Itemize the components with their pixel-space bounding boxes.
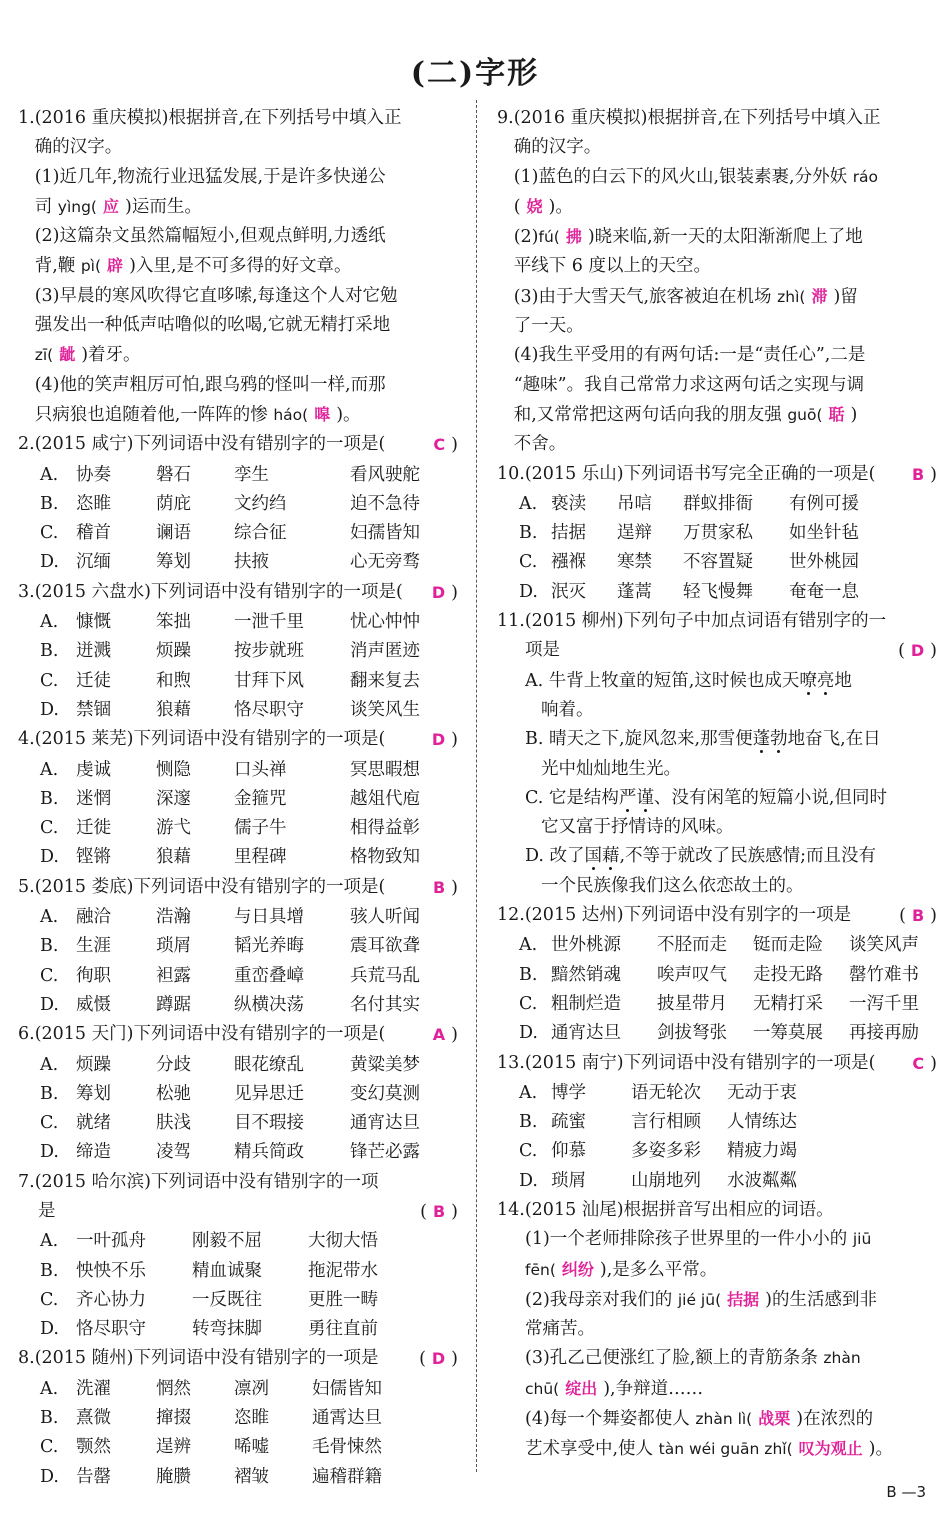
- option-word: 精兵简政: [234, 1142, 304, 1163]
- option-row: [18, 756, 458, 785]
- option-word: 迸溅: [76, 641, 111, 662]
- option-row: [497, 1167, 937, 1196]
- option-word: 罄竹难书: [849, 964, 919, 985]
- option-word: 毛骨悚然: [312, 1437, 382, 1458]
- option-word: 威慑: [76, 994, 111, 1015]
- option-word: 粗制烂造: [551, 993, 621, 1014]
- option-label: A.: [40, 464, 59, 485]
- option-word: 褶皱: [234, 1466, 269, 1487]
- option-word: 不容置疑: [683, 552, 753, 573]
- answer: D: [431, 730, 446, 750]
- answer: B: [432, 877, 446, 897]
- option-word: 精疲力竭: [727, 1141, 797, 1162]
- option-word: 看风驶舵: [350, 464, 420, 485]
- answer: 娆: [526, 196, 543, 216]
- option-label: B.: [519, 964, 538, 985]
- option-word: 心无旁骛: [350, 552, 420, 573]
- option-label: A.: [40, 612, 59, 633]
- option-word: 吊唁: [617, 493, 652, 514]
- option-word: 琐屑: [156, 936, 191, 957]
- option-word: 慷慨: [76, 612, 111, 633]
- question-9: 9. (2016 重庆模拟)根据拼音,在下列括号中填入正 确的汉字。 (1)蓝色的白云下的风火山,银装素裹,分外妖 ráo ( 娆 )。 (2)fú( 拂 )晓来临,新一天的太阳渐渐爬上了地 平线下 6 度以上的天空。 (3)由于大雪天气,旅客被迫在机场 zhì( 滞 )留 了一天。 (4)我生平受用的有两句话:一是“责任心”,二是 “趣味”。我自己常常力求这两句话之实现与调 和,又常常把这两句话向我的朋友强 guō( 聒 ) 不舍。: [497, 108, 881, 455]
- option-label: B.: [40, 1408, 59, 1429]
- option-word: 多姿多彩: [631, 1141, 701, 1162]
- option-word: 更胜一畴: [308, 1289, 378, 1310]
- question-14: 14.(2015 汕尾)根据拼音写出相应的词语。 (1)一个老师排除孩子世界里的一件小小的 jiū fēn( 纠纷 ),是多么平常。 (2)我母亲对我们的 jié jū( 拮据 )的生活感到非 常痛苦。 (3)孔乙己便涨红了脸,额上的青筋条条 zhàn chū( 绽出 ),争辩道…… (4)每一个舞姿都使人 zhàn lì( 战栗 )在浓烈的 艺术享受中,使人 tàn wéi guān zhǐ( 叹为观止 )。: [497, 1196, 937, 1465]
- option-row: [18, 1463, 458, 1492]
- option-label: D.: [40, 1319, 59, 1340]
- option-word: 奄奄一息: [789, 581, 859, 602]
- option-word: 孪生: [234, 464, 269, 485]
- option-word: 变幻莫测: [350, 1083, 420, 1104]
- answer: A: [432, 1025, 446, 1045]
- option-word: 名付其实: [350, 994, 420, 1015]
- option-word: 忧心忡忡: [350, 612, 420, 633]
- option-label: D.: [40, 552, 59, 573]
- option-label: A.: [40, 759, 59, 780]
- option-word: 狼藉: [156, 847, 191, 868]
- option-row: [18, 903, 458, 932]
- option-word: 洗濯: [76, 1378, 111, 1399]
- option-word: 披星带月: [657, 993, 727, 1014]
- option-word: 兵荒马乱: [350, 965, 420, 986]
- option-row: [18, 608, 458, 637]
- option-word: 迷惘: [76, 788, 111, 809]
- option-word: 谈笑风生: [350, 699, 420, 720]
- option-label: C.: [40, 1437, 59, 1458]
- option-row: [18, 1109, 458, 1138]
- option-word: 筹划: [76, 1083, 111, 1104]
- option-row: [497, 548, 937, 577]
- answer: 滞: [811, 286, 828, 306]
- option-word: 禁锢: [76, 699, 111, 720]
- answer: D: [431, 582, 446, 602]
- option-word: 生涯: [76, 936, 111, 957]
- option-word: 一叶孤舟: [76, 1231, 146, 1252]
- option-word: 万贯家私: [683, 523, 753, 544]
- option-word: 告罄: [76, 1466, 111, 1487]
- right-column: [497, 104, 937, 1465]
- option-word: 一筹莫展: [753, 1023, 823, 1044]
- option-row: [18, 1138, 458, 1167]
- option-word: 剑拔弩张: [657, 1023, 727, 1044]
- option-row: [497, 1108, 937, 1137]
- option-row: [18, 785, 458, 814]
- option-word: 目不瑕接: [234, 1113, 304, 1134]
- answer: 叹为观止: [798, 1439, 863, 1459]
- option-word: 世外桃源: [551, 935, 621, 956]
- option-word: 眼花缭乱: [234, 1054, 304, 1075]
- page-number: B —3: [886, 1483, 926, 1501]
- option-word: 一泻千里: [849, 993, 919, 1014]
- option-row: [18, 814, 458, 843]
- option-label: D.: [40, 1466, 59, 1487]
- option-word: 消声匿迹: [350, 641, 420, 662]
- option-word: 恻隐: [156, 759, 191, 780]
- answer: 嗥: [314, 404, 331, 424]
- option-label: B.: [40, 788, 59, 809]
- option-word: 大彻大悟: [308, 1231, 378, 1252]
- option-label: C.: [40, 1113, 59, 1134]
- option-row: [18, 490, 458, 519]
- option-word: 熹微: [76, 1408, 111, 1429]
- option-word: 不胫而走: [657, 935, 727, 956]
- option-label: A.: [40, 1378, 59, 1399]
- page-title: (二)字形: [410, 56, 540, 91]
- option-word: 世外桃园: [789, 552, 859, 573]
- option-label: C.: [40, 1289, 59, 1310]
- option-word: 唏嘘: [234, 1437, 269, 1458]
- option-label: B.: [40, 1083, 59, 1104]
- option-word: 纵横决荡: [234, 994, 304, 1015]
- option-word: 徇职: [76, 965, 111, 986]
- option-word: 谰语: [156, 523, 191, 544]
- option-word: 齐心协力: [76, 1289, 146, 1310]
- option-word: 肤浅: [156, 1113, 191, 1134]
- option-word: 重峦叠嶂: [234, 965, 304, 986]
- answer: D: [910, 641, 925, 661]
- option-word: 浩瀚: [156, 907, 191, 928]
- option-row: [18, 1286, 458, 1315]
- option-word: 怏怏不乐: [76, 1260, 146, 1281]
- option-word: 通宵达旦: [350, 1113, 420, 1134]
- option-label: D.: [40, 1142, 59, 1163]
- option-label: A.: [519, 1082, 538, 1103]
- option-label: B.: [519, 523, 538, 544]
- option-word: 遍稽群籍: [312, 1466, 382, 1487]
- option-word: 笨拙: [156, 612, 191, 633]
- option-word: 襁褓: [551, 552, 586, 573]
- option-row: [18, 991, 458, 1020]
- option-word: 恪尽职守: [234, 699, 304, 720]
- option-label: C.: [40, 670, 59, 691]
- answer: 拂: [565, 227, 582, 247]
- answer: B: [911, 906, 925, 926]
- option-word: 按步就班: [234, 641, 304, 662]
- option-row: [497, 490, 937, 519]
- option-word: 相得益彰: [350, 818, 420, 839]
- option-word: 凛冽: [234, 1378, 269, 1399]
- answer: 战栗: [758, 1409, 791, 1429]
- option-row: [18, 843, 458, 872]
- option-word: 刚毅不屈: [192, 1231, 262, 1252]
- option-word: 缔造: [76, 1142, 111, 1163]
- answer: 应: [102, 196, 119, 216]
- option-word: 袒露: [156, 965, 191, 986]
- option-row: [497, 1019, 937, 1048]
- answer: B: [432, 1201, 446, 1221]
- option-row: [18, 1257, 458, 1286]
- option-word: 恣睢: [234, 1408, 269, 1429]
- option-label: D.: [519, 581, 538, 602]
- option-label: C.: [40, 818, 59, 839]
- question-8: 8.(2015 随州)下列词语中没有错别字的一项是 ( D ) A. 洗濯 惘然 凛冽 妇儒皆知 B. 熹微 撺掇 恣睢 通霄达旦 C. 颚然 逞辨 唏嘘 毛骨悚然 D. 告罄 腌臜 褶皱 遍稽群籍: [18, 1344, 458, 1491]
- option-row: [18, 1080, 458, 1109]
- option-word: 口头禅: [234, 759, 287, 780]
- option-word: 迁徒: [76, 670, 111, 691]
- option-label: D.: [40, 847, 59, 868]
- question-1: 1. (2016 重庆模拟)根据拼音,在下列括号中填入正 确的汉字。 (1)近几年,物流行业迅猛发展,于是许多快递公 司 yìng( 应 )运而生。 (2)这篇杂文虽然篇幅短小,但观点鲜明,力透纸 背,鞭 pì( 辟 )入里,是不可多得的好文章。 (3)早晨的寒风吹得它直哆嗦,每逢这个人对它勉 强发出一种低声咕噜似的吆喝,它就无精打采地 zī( 龇 )着牙。 (4)他的笑声粗厉可怕,跟乌鸦的怪叫一样,而那 只病狼也追随着他,一阵阵的惨 háo( 嗥 )。: [18, 104, 458, 430]
- option-word: 逞辩: [617, 523, 652, 544]
- option-word: 烦躁: [156, 641, 191, 662]
- option-word: 里程碑: [234, 847, 287, 868]
- option-word: 寒禁: [617, 552, 652, 573]
- option-row: [497, 578, 937, 607]
- option-row: [497, 1079, 937, 1108]
- option-word: 一泄千里: [234, 612, 304, 633]
- option-label: A.: [519, 935, 538, 956]
- question-13: 13.(2015 南宁)下列词语中没有错别字的一项是( C ) A. 博学 语无轮次 无动于衷 B. 疏蜜 言行相顾 人情练达 C. 仰慕 多姿多彩 精疲力竭 D. 琐屑 山崩地列 水波粼粼: [497, 1049, 937, 1196]
- option-row: [18, 548, 458, 577]
- option-word: 金箍咒: [234, 788, 287, 809]
- option-row: [497, 519, 937, 548]
- answer: C: [912, 1053, 925, 1073]
- option-word: 通宵达旦: [551, 1023, 621, 1044]
- option-word: 荫庇: [156, 493, 191, 514]
- option-word: 就绪: [76, 1113, 111, 1134]
- option-word: 有例可援: [789, 493, 859, 514]
- option-word: 稽首: [76, 523, 111, 544]
- option-word: 琐屑: [551, 1170, 586, 1191]
- question-10: 10.(2015 乐山)下列词语书写完全正确的一项是( B ) A. 亵渎 吊唁 群蚁排衙 有例可援 B. 拮据 逞辩 万贯家私 如坐针毡 C. 襁褓 寒禁 不容置疑 世外桃园 D. 泯灭 蓬蒿 轻飞慢舞 奄奄一息: [497, 460, 937, 607]
- option-word: 拖泥带水: [308, 1260, 378, 1281]
- option-word: 迁徙: [76, 818, 111, 839]
- option-word: 恣睢: [76, 493, 111, 514]
- question-11: 11.(2015 柳州)下列句子中加点词语有错别字的一 项是 ( D ) A. 牛背上牧童的短笛,这时候也成天嘹亮地 响着。 B. 晴天之下,旋风忽来,那雪便蓬勃地奋飞,在日 光中灿灿地生光。 C. 它是结构严谨、没有闲笔的短篇小说,但同时 它又富于抒情诗的风味。 D. 改了国藉,不等于就改了民族感情;而且没有 一个民族像我们这么依恋故土的。: [497, 611, 937, 896]
- option-word: 黄粱美梦: [350, 1054, 420, 1075]
- answer: B: [911, 464, 925, 484]
- option-word: 烦躁: [76, 1054, 111, 1075]
- option-word: 翻来复去: [350, 670, 420, 691]
- option-word: 言行相顾: [631, 1112, 701, 1133]
- option-word: 无动于衷: [727, 1082, 797, 1103]
- option-word: 和煦: [156, 670, 191, 691]
- option-word: 通霄达旦: [312, 1408, 382, 1429]
- option-row: [18, 1315, 458, 1344]
- option-row: [18, 637, 458, 666]
- answer: 辟: [107, 256, 124, 276]
- option-word: 见异思迁: [234, 1083, 304, 1104]
- option-word: 水波粼粼: [727, 1170, 797, 1191]
- option-row: [18, 519, 458, 548]
- option-label: B.: [40, 493, 59, 514]
- option-word: 松驰: [156, 1083, 191, 1104]
- answer: 拮据: [727, 1289, 760, 1309]
- option-word: 与日具增: [234, 907, 304, 928]
- option-word: 撺掇: [156, 1408, 191, 1429]
- answer: C: [433, 435, 446, 455]
- answer: 绽出: [565, 1378, 598, 1398]
- option-row: [18, 1375, 458, 1404]
- option-word: 虔诚: [76, 759, 111, 780]
- option-word: 凌驾: [156, 1142, 191, 1163]
- option-word: 震耳欲聋: [350, 936, 420, 957]
- option-word: 惘然: [156, 1378, 191, 1399]
- option-word: 人情练达: [727, 1112, 797, 1133]
- option-word: 分歧: [156, 1054, 191, 1075]
- option-word: 唉声叹气: [657, 964, 727, 985]
- option-word: 博学: [551, 1082, 586, 1103]
- option-word: 沉缅: [76, 552, 111, 573]
- question-7: 7.(2015 哈尔滨)下列词语中没有错别字的一项 是 ( B ) A. 一叶孤舟 刚毅不屈 大彻大悟 B. 怏怏不乐 精血诚聚 拖泥带水 C. 齐心协力 一反既往 更胜一畴 D. 恪尽职守 转弯抹脚 勇往直前: [18, 1168, 458, 1345]
- answer: 聒: [828, 404, 845, 424]
- option-row: [18, 962, 458, 991]
- option-word: 仰慕: [551, 1141, 586, 1162]
- option-label: C.: [519, 993, 538, 1014]
- option-word: 走投无路: [753, 964, 823, 985]
- option-word: 文约绉: [234, 493, 287, 514]
- option-word: 妇孺皆知: [350, 523, 420, 544]
- option-word: 妇儒皆知: [312, 1378, 382, 1399]
- option-row: [18, 1433, 458, 1462]
- option-word: 越俎代庖: [350, 788, 420, 809]
- option-word: 深邃: [156, 788, 191, 809]
- option-word: 融洽: [76, 907, 111, 928]
- option-word: 轻飞慢舞: [683, 581, 753, 602]
- option-word: 转弯抹脚: [192, 1319, 262, 1340]
- question-5: 5.(2015 娄底)下列词语中没有错别字的一项是( B ) A. 融洽 浩瀚 与日具增 骇人听闻 B. 生涯 琐屑 韬光养晦 震耳欲聋 C. 徇职 袒露 重峦叠嶂 兵荒马乱 D. 威慑 蹲踞 纵横决荡 名付其实: [18, 873, 458, 1020]
- option-word: 勇往直前: [308, 1319, 378, 1340]
- option-word: 逞辨: [156, 1437, 191, 1458]
- option-label: D.: [519, 1023, 538, 1044]
- option-word: 谈笑风声: [849, 935, 919, 956]
- option-word: 游弋: [156, 818, 191, 839]
- option-word: 蓬蒿: [617, 581, 652, 602]
- option-word: 筹划: [156, 552, 191, 573]
- option-word: 疏蜜: [551, 1112, 586, 1133]
- option-label: C.: [519, 552, 538, 573]
- option-row: [18, 696, 458, 725]
- option-word: 铿锵: [76, 847, 111, 868]
- option-row: [497, 990, 937, 1019]
- option-word: 狼藉: [156, 699, 191, 720]
- answer: 龇: [59, 345, 76, 365]
- option-word: 黯然销魂: [551, 964, 621, 985]
- option-word: 再接再励: [849, 1023, 919, 1044]
- column-divider: [476, 100, 477, 1472]
- option-word: 无精打采: [753, 993, 823, 1014]
- option-word: 恪尽职守: [76, 1319, 146, 1340]
- option-label: C.: [519, 1141, 538, 1162]
- option-row: [497, 1137, 937, 1166]
- option-word: 磐石: [156, 464, 191, 485]
- answer: D: [431, 1349, 446, 1369]
- option-label: C.: [40, 523, 59, 544]
- left-column: [18, 104, 458, 1492]
- option-label: A.: [519, 493, 538, 514]
- option-label: D.: [40, 699, 59, 720]
- option-row: [18, 461, 458, 490]
- option-word: 冥思暇想: [350, 759, 420, 780]
- option-label: A.: [40, 1054, 59, 1075]
- question-12: 12.(2015 达州)下列词语中没有别字的一项是 ( B ) A. 世外桃源 不胫而走 铤而走险 谈笑风声 B. 黯然销魂 唉声叹气 走投无路 罄竹难书 C. 粗制烂造 披星带月 无精打采 一泻千里 D. 通宵达旦 剑拔弩张 一筹莫展 再接再励: [497, 901, 937, 1048]
- option-word: 韬光养晦: [234, 936, 304, 957]
- option-word: 山崩地列: [631, 1170, 701, 1191]
- option-word: 腌臜: [156, 1466, 191, 1487]
- option-word: 泯灭: [551, 581, 586, 602]
- answer: 纠纷: [561, 1259, 594, 1279]
- question-3: 3.(2015 六盘水)下列词语中没有错别字的一项是( D ) A. 慷慨 笨拙 一泄千里 忧心忡忡 B. 迸溅 烦躁 按步就班 消声匿迹 C. 迁徒 和煦 甘拜下风 翻来复去 D. 禁锢 狼藉 恪尽职守 谈笑风生: [18, 578, 458, 725]
- option-label: A.: [40, 1231, 59, 1252]
- option-word: 甘拜下风: [234, 670, 304, 691]
- option-row: [18, 932, 458, 961]
- option-word: 语无轮次: [631, 1082, 701, 1103]
- option-row: [18, 667, 458, 696]
- option-label: B.: [40, 936, 59, 957]
- option-label: B.: [40, 1260, 59, 1281]
- option-word: 铤而走险: [753, 935, 823, 956]
- option-word: 锋芒必露: [350, 1142, 420, 1163]
- option-label: D.: [40, 994, 59, 1015]
- question-2: 2.(2015 咸宁)下列词语中没有错别字的一项是( C ) A. 协奏 磐石 孪生 看风驶舵 B. 恣睢 荫庇 文约绉 迫不急待 C. 稽首 谰语 综合征 妇孺皆知 D. 沉缅 筹划 扶掖 心无旁骛: [18, 430, 458, 577]
- option-word: 亵渎: [551, 493, 586, 514]
- question-6: 6.(2015 天门)下列词语中没有错别字的一项是( A ) A. 烦躁 分歧 眼花缭乱 黄粱美梦 B. 筹划 松驰 见异思迁 变幻莫测 C. 就绪 肤浅 目不瑕接 通宵达旦 D. 缔造 凌驾 精兵简政 锋芒必露: [18, 1020, 458, 1167]
- option-word: 协奏: [76, 464, 111, 485]
- option-row: [18, 1051, 458, 1080]
- option-word: 格物致知: [350, 847, 420, 868]
- option-label: C.: [40, 965, 59, 986]
- option-word: 综合征: [234, 523, 287, 544]
- option-word: 颚然: [76, 1437, 111, 1458]
- option-label: B.: [40, 641, 59, 662]
- option-row: [18, 1404, 458, 1433]
- option-word: 儒子牛: [234, 818, 287, 839]
- option-row: [18, 1227, 458, 1256]
- option-word: 精血诚聚: [192, 1260, 262, 1281]
- option-word: 拮据: [551, 523, 586, 544]
- option-word: 迫不急待: [350, 493, 420, 514]
- option-word: 群蚁排衙: [683, 493, 753, 514]
- option-word: 一反既往: [192, 1289, 262, 1310]
- option-word: 扶掖: [234, 552, 269, 573]
- option-word: 骇人听闻: [350, 907, 420, 928]
- option-label: B.: [519, 1112, 538, 1133]
- option-word: 如坐针毡: [789, 523, 859, 544]
- option-row: [497, 931, 937, 960]
- option-label: A.: [40, 907, 59, 928]
- option-row: [497, 961, 937, 990]
- option-word: 蹲踞: [156, 994, 191, 1015]
- question-4: 4.(2015 莱芜)下列词语中没有错别字的一项是( D ) A. 虔诚 恻隐 口头禅 冥思暇想 B. 迷惘 深邃 金箍咒 越俎代庖 C. 迁徙 游弋 儒子牛 相得益彰 D. 铿锵 狼藉 里程碑 格物致知: [18, 725, 458, 872]
- option-label: D.: [519, 1170, 538, 1191]
